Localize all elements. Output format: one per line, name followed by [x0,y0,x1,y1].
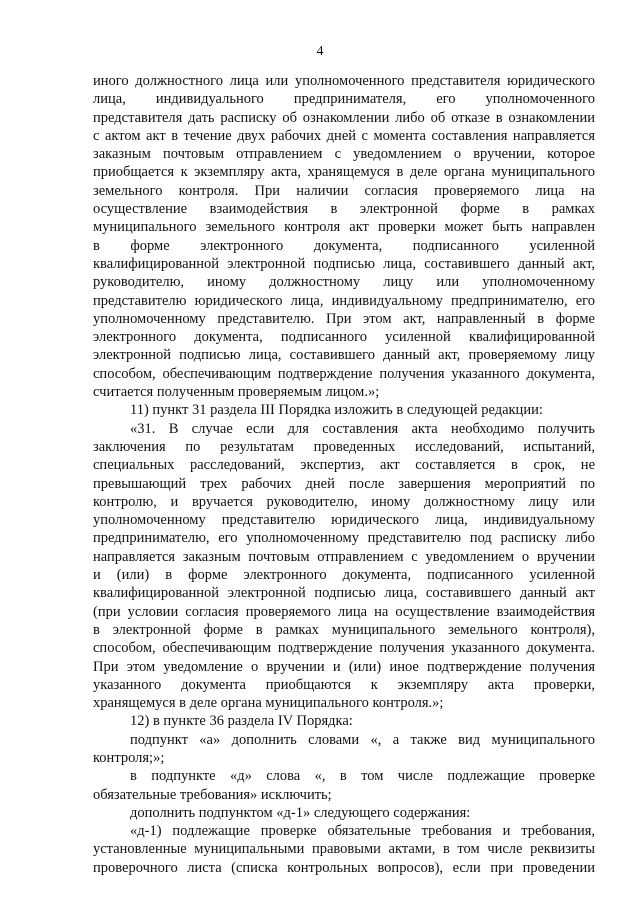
text-line: превышающий трех рабочих дней после завершения мероприятий по [93,475,595,492]
text-line: (при условии согласия проверяемого лица на осуществление взаимодействия [93,603,595,620]
page-number: 4 [316,44,324,59]
text-line: электронного документа, подписанного усиленной квалифицированной [93,329,595,346]
text-line: осуществление взаимодействия в электронной форме в рамках [93,201,595,218]
text-line: с актом акт в течение двух рабочих дней с момента составления направляется [93,127,595,144]
text-line: заключения по результатам проведенных исследований, испытаний, [93,438,595,455]
text-line: электронной подписью лица, составившего данный акт, проверяемому лицу [93,347,595,364]
text-line: в подпункте «д» слова «, в том числе подлежащие проверке [130,768,595,785]
text-line: способом, обеспечивающим подтверждение получения указанного документа. [93,640,595,657]
text-line: приобщается к экземпляру акта, хранящемуся в деле органа муниципального [93,164,595,181]
text-line: установленные муниципальными правовыми актами, в том числе реквизиты [93,841,595,858]
text-line: 12) в пункте 36 раздела IV Порядка: [130,713,353,730]
text-line: контролю, и вручается руководителю, иному должностному лицу или [93,493,595,510]
text-line: в электронной форме в рамках муниципального земельного контроля), [93,621,595,638]
text-line: квалифицированной электронной подписью лица, составившего данный акт, [93,255,595,272]
text-line: уполномоченному представителю. При этом акт, направленный в форме [93,310,595,327]
text-line: уполномоченному представителю юридического лица, индивидуальному [93,512,595,529]
text-line: обязательные требования» исключить; [93,786,332,803]
text-line: хранящемуся в деле органа муниципального контроля.»; [93,695,444,712]
text-line: иного должностного лица или уполномоченного представителя юридического [93,73,595,89]
text-line: представителя дать расписку об ознакомлении либо об отказе в ознакомлении [93,109,595,126]
text-line: подпункт «а» дополнить словами «, а также вид муниципального [130,731,595,748]
text-line: При этом уведомление о вручении и (или) иное подтверждение получения [93,658,595,675]
text-line: проверочного листа (списка контрольных вопросов), если при проведении [93,859,595,876]
text-line: «31. В случае если для составления акта необходимо получить [130,420,595,437]
text-line: контроля;»; [93,749,165,766]
text-line: «д-1) подлежащие проверке обязательные требования и требования, [130,823,595,840]
text-line: в форме электронного документа, подписанного усиленной [93,237,595,254]
document-body [93,72,595,877]
text-line: лица, индивидуального предпринимателя, его уполномоченного [93,91,595,108]
text-line: считается полученным проверяемым лицом.»; [93,384,380,401]
text-line: способом, обеспечивающим подтверждение получения указанного документа, [93,365,595,382]
text-line: и (или) в форме электронного документа, подписанного усиленной [93,567,595,584]
text-line: квалифицированной электронной подписью лица, составившего данный акт [93,585,595,602]
text-line: указанного документа приобщаются к экземпляру акта проверки, [93,676,595,693]
text-line: заказным почтовым отправлением с уведомлением о вручении, которое [93,146,595,163]
text-line: представителю юридического лица, индивидуальному предпринимателю, его [93,292,595,309]
text-line: дополнить подпунктом «д-1» следующего содержания: [130,804,471,821]
text-line: предпринимателю, его уполномоченному представителю под расписку либо [93,530,595,547]
text-line: земельного контроля. При наличии согласия проверяемого лица на [93,182,595,199]
text-line: 11) пункт 31 раздела III Порядка изложить в следующей редакции: [130,402,543,419]
text-line: руководителю, иному должностному лицу или уполномоченному [93,274,595,291]
text-line: муниципального земельного контроля акт проверки может быть направлен [93,219,595,236]
text-line: специальных расследований, экспертиз, акт составляется в срок, не [93,457,595,474]
text-line: направляется заказным почтовым отправлением с уведомлением о вручении [93,548,595,565]
